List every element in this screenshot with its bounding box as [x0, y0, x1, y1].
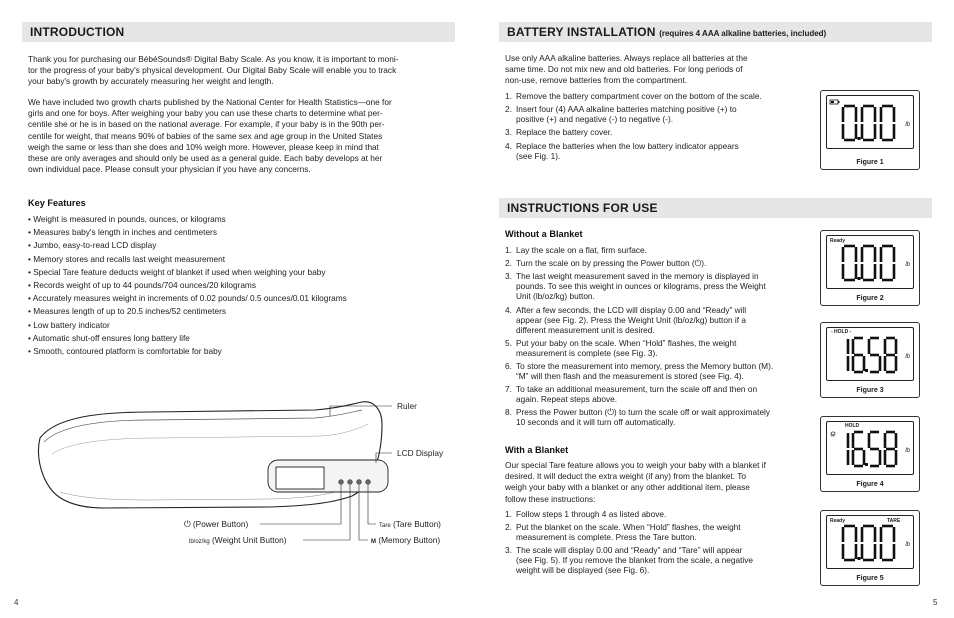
text-line: follow these instructions: [505, 493, 596, 504]
text-line: We have included two growth charts published by the National Center for Health Statistics—one for [28, 97, 392, 107]
text-line: Follow steps 1 through 4 as listed above. [516, 509, 667, 519]
text-line: Unit (lb/oz/kg) button. [516, 291, 595, 302]
weight-unit-button-text: (Weight Unit Button) [212, 535, 287, 545]
text-line: appear (see Fig. 2). Press the Weight Unit (lb/oz/kg) button if a [516, 314, 746, 325]
feature-item: • Special Tare feature deducts weight of blanket if used when weighing your baby [28, 266, 458, 279]
tare-button-label [379, 519, 441, 529]
use-step [505, 305, 817, 335]
blanket-step [505, 522, 817, 542]
text-line: positive (+) and negative (-) to negative (-). [516, 114, 674, 125]
step-number: 4. [505, 140, 512, 151]
power-button-label [184, 519, 248, 530]
lcd-digits [827, 516, 915, 570]
text-line: weigh your baby with a blanket or any other additional item, please [505, 482, 750, 493]
hold-indicator: HOLD [845, 423, 860, 429]
memory-symbol: M [371, 539, 376, 545]
step-number: 2. [505, 104, 512, 115]
ready-indicator: Ready [830, 238, 846, 244]
use-step [505, 271, 817, 301]
text-line: The last weight measurement saved in the memory is displayed in [516, 271, 759, 282]
decimal-point [858, 557, 861, 560]
figure-1 [820, 90, 920, 170]
step-number: 2. [505, 522, 512, 533]
ruler-label: Ruler [397, 401, 417, 411]
hold-indicator: - HOLD - [831, 329, 852, 335]
instructions-for-use-heading [499, 198, 932, 218]
figure-caption: Figure 5 [856, 575, 884, 582]
feature-item: • Low battery indicator [28, 319, 458, 332]
tare-symbol: Tare [379, 523, 391, 529]
memory-button [357, 480, 362, 485]
memory-leader-line [359, 485, 368, 540]
decimal-point [858, 137, 861, 140]
text-line: desired. It will deduct the extra weight (if any) from the blanket. To [505, 471, 747, 482]
figure-4 [820, 416, 920, 492]
memory-button-text: (Memory Button) [378, 535, 441, 545]
lcd-screen [826, 515, 914, 569]
ready-indicator: Ready [830, 518, 846, 524]
text-line: “M” will then flash and the measurement is stored (see Fig. 4). [516, 370, 744, 381]
svg-text:M: M [831, 432, 835, 438]
step-number: 5. [505, 337, 512, 348]
step-number: 1. [505, 245, 512, 255]
battery-intro [505, 53, 815, 87]
text-line: Use only AAA alkaline batteries. Always replace all batteries at the [505, 53, 748, 63]
text-line: Lay the scale on a flat, firm surface. [516, 245, 647, 255]
memory-button-label [371, 535, 440, 545]
text-line: girls and one for boys. After weighing your baby you can use these charts to determine what per- [28, 108, 383, 119]
text-line: centile she or he is in based on the national average. For example, if your baby is in the 90th per- [28, 119, 385, 130]
text-line: Insert four (4) AAA alkaline batteries matching positive (+) to [516, 104, 737, 115]
feature-item: • Records weight of up to 44 pounds/704 ounces/20 kilograms [28, 279, 458, 292]
text-line: Our special Tare feature allows you to weigh your baby with a blanket if [505, 460, 766, 470]
unit-label: lb [905, 122, 910, 128]
figure-caption: Figure 4 [856, 481, 884, 488]
lcd-digits [827, 96, 915, 150]
blanket-step [505, 545, 817, 575]
step-number: 8. [505, 407, 512, 418]
text-line: (see Fig. 1). [516, 150, 561, 161]
use-step [505, 407, 817, 427]
step-number: 3. [505, 271, 512, 282]
feature-item: • Jumbo, easy-to-read LCD display [28, 239, 458, 252]
battery-installation-heading [499, 22, 932, 42]
text-line: tor the progress of your baby's physical development. Our Digital Baby Scale will enable you to track [28, 65, 397, 76]
introduction-heading [22, 22, 455, 42]
power-button [339, 480, 344, 485]
tare-button [366, 480, 371, 485]
feature-item: • Accurately measures weight in increments of 0.02 pounds/ 0.5 ounces/0.01 kilograms [28, 292, 458, 305]
battery-installation-title: BATTERY INSTALLATION [507, 25, 656, 39]
decimal-point [865, 463, 868, 466]
text-line: Press the Power button (⏻) to turn the scale off or wait approximately [516, 407, 771, 418]
step-number: 7. [505, 384, 512, 395]
weight-unit-button [348, 480, 353, 485]
lcd-display-label: LCD Display [397, 448, 444, 458]
figure-caption: Figure 3 [856, 387, 884, 394]
text-line: weight will be displayed (see Fig. 6). [516, 565, 650, 576]
text-line: To take an additional measurement, turn the scale off and then on [516, 384, 758, 395]
text-line: different measurement unit is desired. [516, 324, 655, 335]
text-line: 10 seconds and it will turn off automatically. [516, 417, 676, 428]
feature-item: • Automatic shut-off ensures long battery life [28, 332, 458, 345]
with-blanket-title: With a Blanket [505, 445, 569, 455]
lcd-digits [827, 422, 915, 476]
lcd-screen [826, 95, 914, 149]
use-step [505, 361, 817, 381]
feature-item: • Measures length of up to 20.5 inches/52 centimeters [28, 305, 458, 318]
blanket-step [505, 509, 817, 519]
text-line: your baby's growth by accurately measuring her weight and length. [28, 76, 274, 87]
text-line: same time. Do not mix new and old batteries. For long periods of [505, 64, 743, 75]
tare-indicator: TARE [887, 518, 901, 524]
without-blanket-title: Without a Blanket [505, 229, 583, 239]
page-number: 4 [14, 598, 19, 607]
battery-installation-subtitle: (requires 4 AAA alkaline batteries, included) [659, 29, 827, 38]
text-line: The scale will display 0.00 and “Ready” and “Tare” will appear [516, 545, 743, 556]
text-line: centile for weight, that means 90% of babies of the same sex and age group in the United States [28, 130, 383, 141]
battery-step [505, 141, 815, 161]
text-line: (see Fig. 5). If you remove the blanket from the scale, a negative [516, 555, 754, 566]
step-number: 4. [505, 304, 512, 315]
power-icon: ⏻ [184, 519, 191, 529]
text-line: measurement is complete (see Fig. 3). [516, 347, 658, 358]
lcd-display-window [276, 467, 324, 489]
figure-caption: Figure 2 [856, 295, 884, 302]
text-line: again. Repeat steps above. [516, 394, 618, 405]
decimal-point [858, 277, 861, 280]
text-line: non-use, remove batteries from the compartment. [505, 75, 688, 86]
text-line: Turn the scale on by pressing the Power button (⏻). [516, 258, 707, 269]
weight-unit-button-label [189, 535, 287, 545]
introduction-title: INTRODUCTION [30, 25, 125, 39]
battery-steps [505, 91, 815, 164]
text-line: these are only averages and should only be used as a general guide. Each baby develops at her [28, 153, 383, 164]
figure-5 [820, 510, 920, 586]
feature-item: • Measures baby's length in inches and centimeters [28, 226, 458, 239]
with-blanket-steps [505, 509, 817, 579]
lcd-screen [826, 235, 914, 289]
step-number: 1. [505, 509, 512, 519]
power-button-text: (Power Button) [192, 519, 249, 529]
text-line: pounds. To see this weight in ounces or kilograms, press the Weight [516, 281, 766, 292]
intro-paragraph-1 [28, 54, 458, 88]
lcd-digits [827, 328, 915, 382]
step-number: 6. [505, 360, 512, 371]
feature-item: • Weight is measured in pounds, ounces, or kilograms [28, 213, 458, 226]
with-blanket-intro [505, 460, 817, 505]
use-step [505, 338, 817, 358]
weight-unit-symbol: lb/oz/kg [189, 539, 210, 545]
text-line: own individual pace. Please consult your physician if you have any concerns. [28, 164, 311, 175]
feature-item: • Smooth, contoured platform is comfortable for baby [28, 345, 458, 358]
tare-button-text: (Tare Button) [392, 519, 441, 529]
lcd-screen [826, 327, 914, 381]
use-step [505, 245, 817, 255]
intro-paragraph-2 [28, 97, 458, 175]
key-features-list [28, 213, 458, 358]
use-step [505, 384, 817, 404]
battery-step [505, 91, 815, 101]
without-blanket-steps [505, 245, 817, 431]
feature-item: • Memory stores and recalls last weight measurement [28, 253, 458, 266]
text-line: weigh the same or less than she does and 10% weigh more. However, please keep in mind that [28, 141, 379, 152]
lcd-screen [826, 421, 914, 475]
figure-3 [820, 322, 920, 398]
text-line: Replace the batteries when the low battery indicator appears [516, 140, 739, 151]
unit-label: lb [905, 448, 910, 454]
lcd-digits [827, 236, 915, 290]
unit-label: lb [905, 262, 910, 268]
text-line: Thank you for purchasing our BébéSounds® Digital Baby Scale. As you know, it is important to moni- [28, 54, 399, 64]
step-number: 1. [505, 91, 512, 101]
text-line: Replace the battery cover. [516, 127, 613, 138]
figure-caption: Figure 1 [856, 159, 884, 166]
text-line: Put your baby on the scale. When “Hold” flashes, the weight [516, 337, 737, 348]
battery-step [505, 127, 815, 137]
battery-step [505, 104, 815, 124]
step-number: 3. [505, 545, 512, 556]
figure-2 [820, 230, 920, 306]
text-line: Remove the battery compartment cover on the bottom of the scale. [516, 91, 762, 101]
step-number: 3. [505, 127, 512, 138]
text-line: After a few seconds, the LCD will display 0.00 and “Ready” will [516, 304, 747, 315]
right-page [477, 0, 954, 618]
page-number: 5 [933, 598, 938, 607]
unit-label: lb [905, 354, 910, 360]
text-line: To store the measurement into memory, press the Memory button (M). [516, 360, 774, 371]
unit-label: lb [905, 542, 910, 548]
key-features-title: Key Features [28, 198, 86, 208]
use-step [505, 258, 817, 268]
decimal-point [865, 369, 868, 372]
text-line: measurement is complete. Press the Tare button. [516, 532, 697, 543]
instructions-for-use-title: INSTRUCTIONS FOR USE [507, 201, 658, 215]
step-number: 2. [505, 258, 512, 269]
text-line: Put the blanket on the scale. When “Hold” flashes, the weight [516, 522, 741, 533]
